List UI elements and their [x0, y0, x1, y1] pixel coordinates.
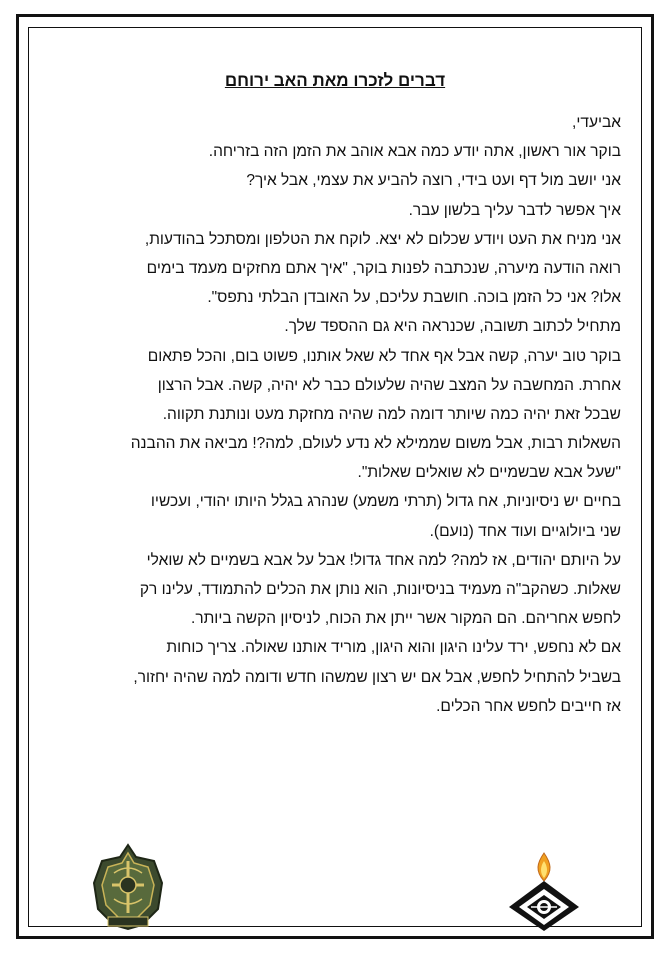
- text-line: איך אפשר לדבר עליך בלשון עבר.: [408, 201, 621, 219]
- text-line: אם לא נחפש, ירד עלינו היגון והוא היגון, מוריד אותנו שאולה. צריך כוחות: [166, 639, 621, 657]
- text-line: שאלות. כשהקב"ה מעמיד בניסיונות, הוא נותן את הכלים להתמודד, עלינו רק: [139, 581, 621, 598]
- text-line: בחיים יש ניסיוניות, אח גדול (תרתי משמע) שנהרג בגלל היותו יהודי, ועכשיו: [150, 493, 621, 511]
- text-line: אחרת. המחשבה על המצב שהיה שלעולם כבר לא יהיה, קשה. אבל הרצון: [157, 376, 621, 394]
- text-line: על היותם יהודים, אז למה? למה אחד גדול! אבל על אבא בשמיים לא שואלי: [146, 551, 621, 569]
- text-line: בוקר טוב יערה, קשה אבל אף אחד לא שאל אותנו, פשוט בום, והכל פתאום: [147, 347, 621, 365]
- text-line: השאלות רבות, אבל משום שממילא לא נדע לעולם, למה?! מביאה את ההבנה: [130, 435, 621, 453]
- text-line: אז חייבים לחפש אחר הכלים.: [436, 697, 621, 715]
- text-line: אני מניח את העט ויודע שכלום לא יצא. לוקח את הטלפון ומסתכל בהודעות,: [144, 230, 621, 248]
- military-unit-emblem-icon: [92, 843, 164, 931]
- text-line: "שעל אבא שבשמיים לא שואלים שאלות".: [357, 464, 621, 482]
- page-title: דברים לזכרו מאת האב ירוחם: [224, 71, 446, 90]
- text-line: רואה הודעה מיערה, שנכתבה לפנות בוקר, "איך אתם מחזקים מעמד בימים: [146, 259, 621, 277]
- text-line: אביעדי,: [572, 114, 621, 131]
- text-line: לחפש אחריהם. הם המקור אשר ייתן את הכוח, לניסיון הקשה ביותר.: [191, 610, 621, 628]
- text-line: שבכל זאת יהיה כמה שיותר דומה למה שהיה מחזקת מעט ונותנת תקווה.: [162, 405, 621, 423]
- text-line: שני ביולוגיים ועוד אחד (נועם).: [429, 522, 621, 540]
- text-line: בוקר אור ראשון, אתה יודע כמה אבא אוהב את הזמן הזה בזריחה.: [208, 143, 621, 161]
- text-line: מתחיל לכתוב תשובה, שכנראה היא גם ההספד שלך.: [284, 318, 621, 336]
- letter-body: [62, 108, 621, 721]
- text-line: בשביל להתחיל לחפש, אבל אם יש רצון שמשהו חדש ודומה למה שהיה יחזור,: [133, 668, 621, 686]
- text-line: אני יושב מול דף ועט בידי, רוצה להביע את עצמי, אבל איך?: [246, 172, 621, 190]
- text-line: אלו? אני כל הזמן בוכה. חושבת עליכם, על האובדן הבלתי נתפס".: [207, 289, 621, 307]
- memorial-flame-emblem-icon: [505, 851, 583, 931]
